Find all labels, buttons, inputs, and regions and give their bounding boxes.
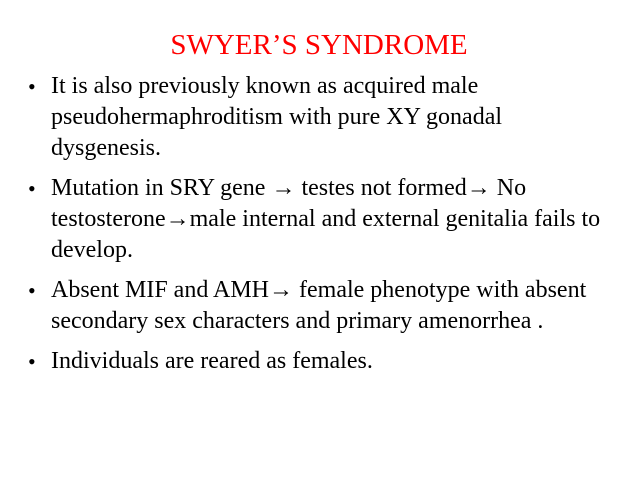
bullet-list	[28, 71, 613, 377]
bullet-item	[28, 346, 613, 377]
bullet-marker: •	[28, 74, 36, 99]
bullet-text: Mutation in SRY gene → testes not formed→ No testosterone→male internal and external genitalia fails to develop.	[51, 175, 601, 263]
bullet-item	[28, 173, 613, 266]
bullet-text: Absent MIF and AMH→ female phenotype with absent secondary sex characters and primary amenorrhea .	[51, 277, 587, 334]
bullet-text: It is also previously known as acquired male pseudohermaphroditism with pure XY gonadal dysgenesis.	[51, 73, 503, 161]
bullet-marker: •	[28, 176, 36, 201]
bullet-text: Individuals are reared as females.	[51, 348, 373, 374]
slide-title: SWYER’S SYNDROME	[170, 29, 468, 61]
bullet-marker: •	[28, 278, 36, 303]
bullet-item	[28, 275, 613, 337]
bullet-marker: •	[28, 349, 36, 374]
bullet-item	[28, 71, 613, 164]
